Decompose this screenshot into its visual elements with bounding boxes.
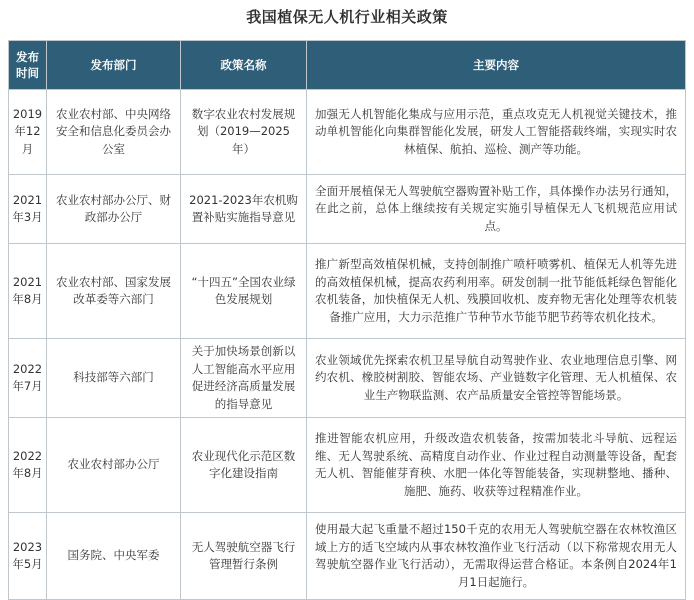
- row-content: 推广新型高效植保机械，支持创制推广喷杆喷雾机、植保无人机等先进的高效植保机械，提高农药利用率。研发创制一批节能低耗绿色智能化农机装备，加快植保无人机、残膜回收机、废弃物无害化处理等农机装备推广应用，大力示范推广节种节水节能节肥节药等农机化技术。: [307, 244, 686, 339]
- row-dept: 农业农村部办公厅: [47, 418, 181, 513]
- row-policy-name: 数字农业农村发展规划（2019—2025年）: [181, 90, 307, 175]
- page-title: 我国植保无人机行业相关政策: [246, 8, 448, 26]
- table-row: [9, 244, 686, 339]
- row-content: 全面开展植保无人驾驶航空器购置补贴工作，具体操作办法另行通知，在此之前，总体上继续按有关规定实施引导植保无人飞机规范应用试点。: [307, 175, 686, 244]
- row-content: 使用最大起飞重量不超过150千克的农用无人驾驶航空器在农林牧渔区域上方的适飞空域内从事农林牧渔作业飞行活动（以下称常规农用无人驾驶航空器作业飞行活动），无需取得运营合格证。本条例自2024年1月1日起施行。: [307, 513, 686, 600]
- table-row: [9, 175, 686, 244]
- row-date: 2022年7月: [9, 339, 47, 418]
- policy-table: [8, 40, 686, 600]
- row-content: 推进智能农机应用，升级改造农机装备，按需加装北斗导航、远程运维、无人驾驶系统、高精度自动作业、作业过程自动测量等设备，配套无人机、智能催芽育秧、水肥一体化等智能装备，实现耕整地、播种、施肥、施药、收获等过程精准作业。: [307, 418, 686, 513]
- row-date: 2022年8月: [9, 418, 47, 513]
- row-policy-name: 农业现代化示范区数字化建设指南: [181, 418, 307, 513]
- row-dept: 科技部等六部门: [47, 339, 181, 418]
- header-dept: 发布部门: [47, 41, 181, 90]
- row-dept: 国务院、中央军委: [47, 513, 181, 600]
- table-row: [9, 90, 686, 175]
- row-date: 2023年5月: [9, 513, 47, 600]
- row-date: 2019年12月: [9, 90, 47, 175]
- row-policy-name: 2021-2023年农机购置补贴实施指导意见: [181, 175, 307, 244]
- row-content: 加强无人机智能化集成与应用示范，重点攻克无人机视觉关键技术，推动单机智能化向集群智能化发展，研发人工智能搭载终端，实现实时农林植保、航拍、巡检、测产等功能。: [307, 90, 686, 175]
- header-name: 政策名称: [181, 41, 307, 90]
- header-date: 发布时间: [9, 41, 47, 90]
- header-content: 主要内容: [307, 41, 686, 90]
- row-dept: 农业农村部、国家发展改革委等六部门: [47, 244, 181, 339]
- row-content: 农业领域优先探索农机卫星导航自动驾驶作业、农业地理信息引擎、网约农机、橡胶树割胶、智能农场、产业链数字化管理、无人机植保、农业生产物联监测、农产品质量安全管控等智能场景。: [307, 339, 686, 418]
- row-policy-name: 关于加快场景创新以人工智能高水平应用促进经济高质量发展的指导意见: [181, 339, 307, 418]
- table-row: [9, 339, 686, 418]
- row-date: 2021年8月: [9, 244, 47, 339]
- table-header-row: [9, 41, 686, 90]
- row-dept: 农业农村部办公厅、财政部办公厅: [47, 175, 181, 244]
- table-row: [9, 418, 686, 513]
- row-dept: 农业农村部、中央网络安全和信息化委员会办公室: [47, 90, 181, 175]
- row-policy-name: “十四五”全国农业绿色发展规划: [181, 244, 307, 339]
- row-date: 2021年3月: [9, 175, 47, 244]
- table-row: [9, 513, 686, 600]
- row-policy-name: 无人驾驶航空器飞行管理暂行条例: [181, 513, 307, 600]
